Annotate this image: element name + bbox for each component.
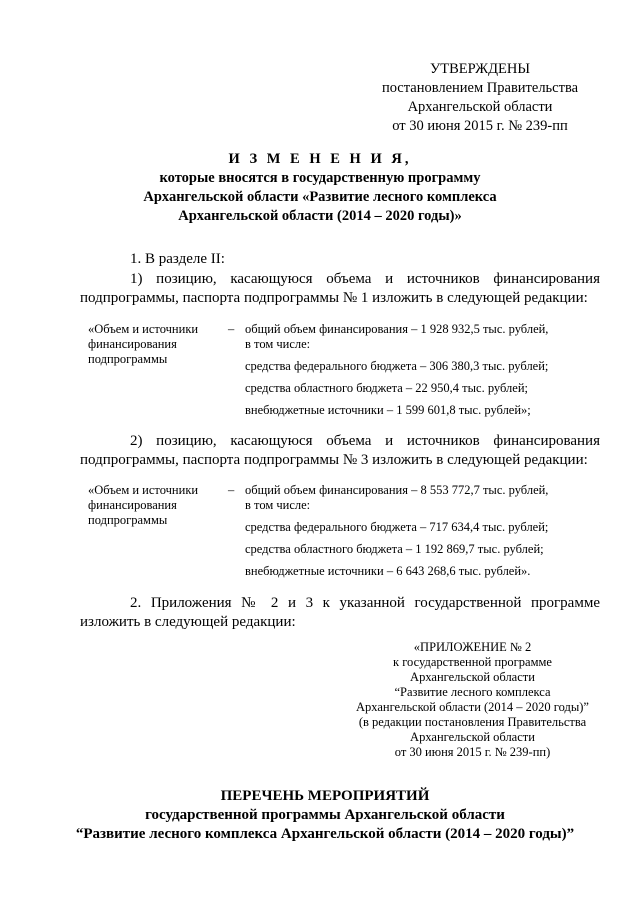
appendix-line: «ПРИЛОЖЕНИЕ № 2 — [413, 640, 532, 654]
financing-regional: средства областного бюджета – 22 950,4 тыс. рублей; — [245, 381, 528, 395]
approved-line: УТВЕРЖДЕНЫ — [429, 61, 531, 77]
title-line: которые вносятся в государственную программу — [159, 170, 481, 186]
financing-total: общий объем финансирования – 8 553 772,7 тыс. рублей, — [245, 483, 549, 497]
section2-line1: 2. Приложения № 2 и 3 к указанной государственной программе — [130, 595, 600, 611]
title-heading: И З М Е Н Е Н И Я, — [228, 151, 412, 167]
financing-federal: средства федерального бюджета – 306 380,3 тыс. рублей; — [245, 359, 549, 373]
list-title-line: ПЕРЕЧЕНЬ МЕРОПРИЯТИЙ — [220, 788, 430, 804]
section1-sub2-line2: подпрограммы, паспорта подпрограммы № 3 изложить в следующей редакции: — [80, 452, 588, 468]
approved-line: Архангельской области — [407, 99, 553, 115]
financing-incl: в том числе: — [245, 337, 311, 351]
financing-block-1 — [88, 322, 608, 422]
appendix-line: Архангельской области — [410, 670, 535, 684]
appendix-line: к государственной программе — [393, 655, 552, 669]
financing-values — [245, 483, 605, 579]
list-title-line: “Развитие лесного комплекса Архангельской области (2014 – 2020 годы)” — [75, 826, 575, 842]
financing-block-2 — [88, 483, 608, 583]
financing-values — [245, 322, 605, 418]
appendix-line: (в редакции постановления Правительства — [358, 715, 587, 729]
appendix-line: от 30 июня 2015 г. № 239-пп) — [394, 745, 551, 759]
list-title-line: государственной программы Архангельской области — [145, 807, 505, 823]
section1-item: 1. В разделе II: — [130, 251, 225, 267]
section1-sub1-line1: 1) позицию, касающуюся объема и источников финансирования — [130, 271, 600, 287]
financing-label: «Объем и источники финансирования подпрограммы — [88, 322, 199, 366]
section1-sub1-line2: подпрограммы, паспорта подпрограммы № 1 изложить в следующей редакции: — [80, 290, 588, 306]
financing-total: общий объем финансирования – 1 928 932,5 тыс. рублей, — [245, 322, 549, 336]
activities-list-title — [60, 787, 590, 844]
title-line: Архангельской области (2014 – 2020 годы)» — [178, 208, 462, 224]
financing-regional: средства областного бюджета – 1 192 869,7 тыс. рублей; — [245, 542, 544, 556]
approved-line: постановлением Правительства — [381, 80, 579, 96]
financing-incl: в том числе: — [245, 498, 311, 512]
section1-sub2-line1: 2) позицию, касающуюся объема и источников финансирования — [130, 433, 600, 449]
financing-extra: внебюджетные источники – 6 643 268,6 тыс. рублей». — [245, 564, 531, 578]
financing-dash: – — [228, 322, 235, 336]
financing-extra: внебюджетные источники – 1 599 601,8 тыс. рублей»; — [245, 403, 531, 417]
document-title — [60, 150, 580, 226]
approved-line: от 30 июня 2015 г. № 239-пп — [392, 118, 568, 134]
appendix-header — [340, 640, 605, 760]
appendix-line: Архангельской области — [410, 730, 535, 744]
financing-federal: средства федерального бюджета – 717 634,4 тыс. рублей; — [245, 520, 549, 534]
section2-line2: изложить в следующей редакции: — [80, 614, 296, 630]
appendix-line: Архангельской области (2014 – 2020 годы)” — [356, 700, 589, 714]
title-line: Архангельской области «Развитие лесного комплекса — [143, 189, 497, 205]
approval-stamp — [360, 60, 600, 136]
financing-dash: – — [228, 483, 235, 497]
financing-label: «Объем и источники финансирования подпрограммы — [88, 483, 199, 527]
appendix-line: “Развитие лесного комплекса — [394, 685, 551, 699]
